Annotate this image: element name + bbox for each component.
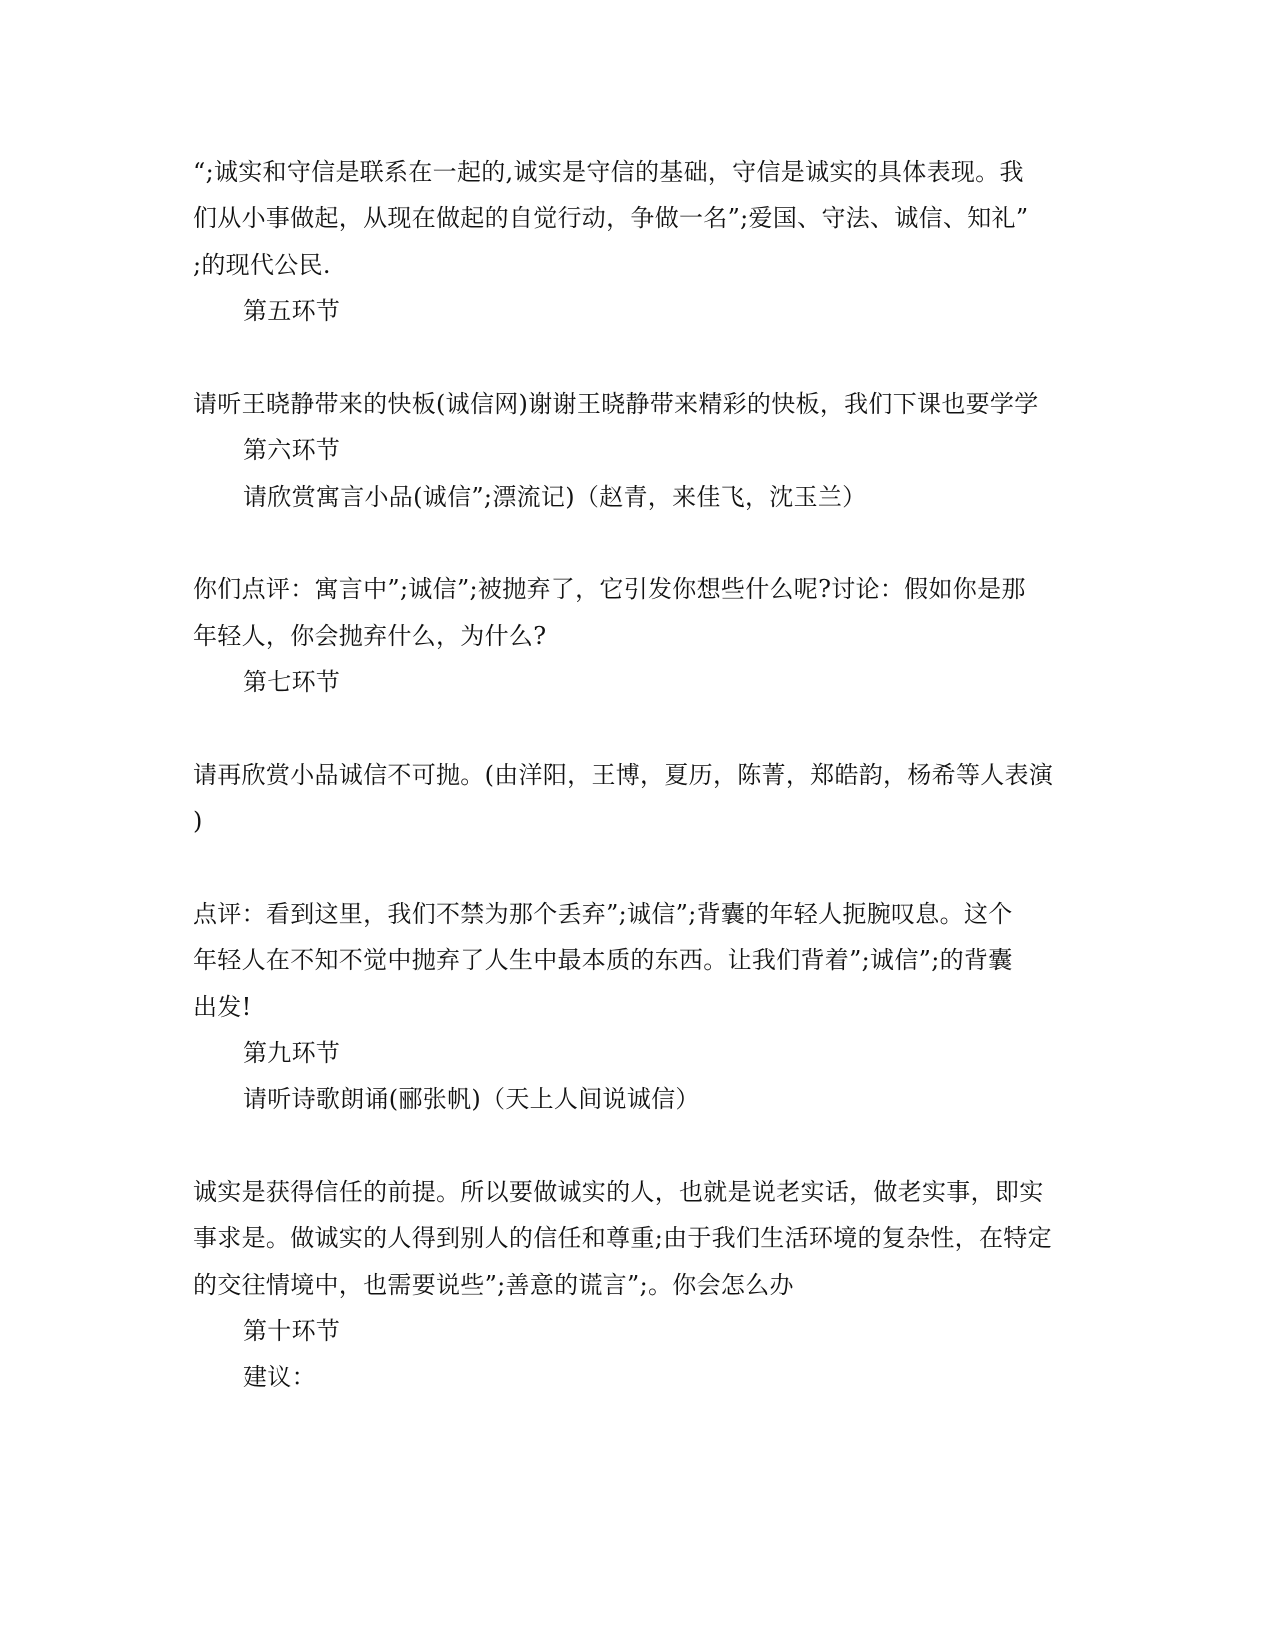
section-heading: 第九环节 <box>243 1039 341 1067</box>
paragraph-line: 年轻人在不知不觉中抛弃了人生中最本质的东西。让我们背着”;诚信”;的背囊 <box>193 946 1013 974</box>
section-heading: 第六环节 <box>243 436 341 464</box>
paragraph-line: 年轻人，你会抛弃什么，为什么? <box>193 622 547 650</box>
paragraph-line: 们从小事做起，从现在做起的自觉行动，争做一名”;爱国、守法、诚信、知礼” <box>193 204 1029 232</box>
paragraph-line: 请听诗歌朗诵(郦张帆)（天上人间说诚信） <box>243 1085 700 1113</box>
paragraph-line: 请再欣赏小品诚信不可抛。(由洋阳，王博，夏历，陈菁，郑皓韵，杨希等人表演 <box>193 761 1054 789</box>
section-heading: 第十环节 <box>243 1317 341 1345</box>
paragraph-line: 你们点评：寓言中”;诚信”;被抛弃了，它引发你想些什么呢?讨论：假如你是那 <box>193 575 1026 603</box>
paragraph-line: 建议： <box>243 1363 316 1391</box>
paragraph-line: 请欣赏寓言小品(诚信”;漂流记)（赵青，来佳飞，沈玉兰） <box>243 483 867 511</box>
paragraph-line: 出发! <box>193 993 252 1021</box>
paragraph-line: ;的现代公民. <box>193 251 331 279</box>
paragraph-line: 诚实是获得信任的前提。所以要做诚实的人，也就是说老实话，做老实事，即实 <box>193 1178 1044 1206</box>
paragraph-line: 请听王晓静带来的快板(诚信网)谢谢王晓静带来精彩的快板，我们下课也要学学 <box>193 390 1039 418</box>
paragraph-line: 点评：看到这里，我们不禁为那个丢弃”;诚信”;背囊的年轻人扼腕叹息。这个 <box>193 900 1013 928</box>
section-heading: 第七环节 <box>243 668 341 696</box>
paragraph-line: 的交往情境中，也需要说些”;善意的谎言”;。你会怎么办 <box>193 1271 794 1299</box>
paragraph-line: “;诚实和守信是联系在一起的,诚实是守信的基础，守信是诚实的具体表现。我 <box>193 158 1024 186</box>
section-heading: 第五环节 <box>243 297 341 325</box>
paragraph-line: ) <box>193 807 203 835</box>
paragraph-line: 事求是。做诚实的人得到别人的信任和尊重;由于我们生活环境的复杂性，在特定 <box>193 1224 1052 1252</box>
